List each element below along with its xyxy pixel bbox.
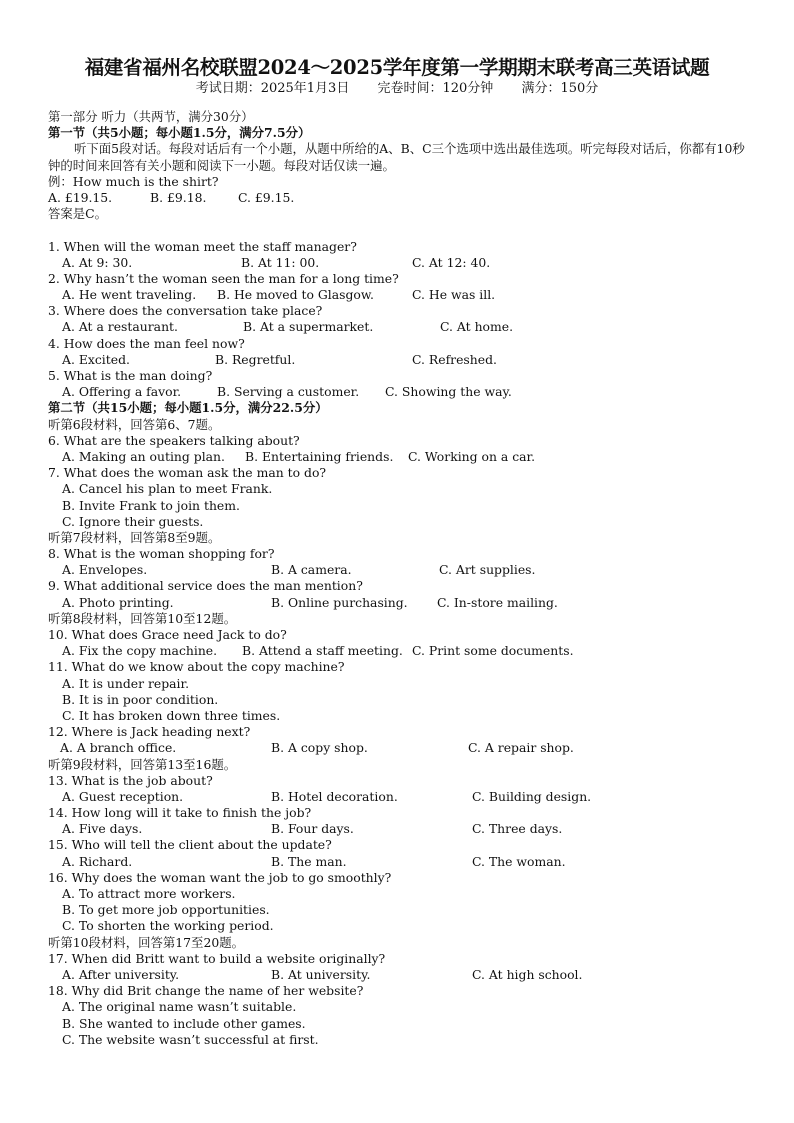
q10-option-c: C. Print some documents. [412,643,574,659]
q3-option-b: B. At a supermarket. [243,319,374,335]
example-option-b: B. £9.18. [150,189,207,205]
q17-option-c: C. At high school. [472,966,583,982]
q8-option-c: C. Art supplies. [439,562,536,578]
q16-option-b: B. To get more job opportunities. [62,902,270,918]
exam-duration: 完卷时间：120分钟 [377,81,494,96]
exam-score: 满分：150分 [521,81,599,96]
question-15: 15. Who will tell the client about the update? [48,837,332,853]
part1-heading: 第一部分 听力（共两节，满分30分） [48,109,254,124]
q8-option-b: B. A camera. [271,562,352,578]
q13-option-c: C. Building design. [472,788,592,804]
q15-option-a: A. Richard. [62,853,133,869]
q12-option-c: C. A repair shop. [468,740,574,756]
q2-option-c: C. He was ill. [412,287,496,303]
question-7: 7. What does the woman ask the man to do? [48,465,327,481]
q14-option-c: C. Three days. [472,821,563,837]
example-option-c: C. £9.15. [238,189,295,205]
q18-option-c: C. The website wasn’t successful at first. [62,1031,319,1047]
q6-option-c: C. Working on a car. [408,448,536,464]
q9-option-b: B. Online purchasing. [271,594,408,610]
exam-date: 考试日期：2025年1月3日 [195,81,350,96]
question-14-options [48,821,748,837]
question-16: 16. Why does the woman want the job to go smoothly? [48,869,392,885]
question-4-options [48,352,748,368]
q12-option-b: B. A copy shop. [271,740,368,756]
q14-option-b: B. Four days. [271,821,354,837]
q8-option-a: A. Envelopes. [62,562,148,578]
question-11: 11. What do we know about the copy machine? [48,659,345,675]
q10-option-a: A. Fix the copy machine. [62,643,218,659]
q2-option-b: B. He moved to Glasgow. [217,287,374,303]
question-5-options [48,384,748,400]
question-4: 4. How does the man feel now? [48,335,245,351]
exam-content [48,109,748,1048]
q16-option-a: A. To attract more workers. [62,886,236,902]
question-3: 3. Where does the conversation take place? [48,303,323,319]
question-5: 5. What is the man doing? [48,368,213,384]
example-answer: 答案是C。 [48,206,108,222]
example-option-a: A. £19.15. [48,189,113,205]
question-17: 17. When did Britt want to build a website originally? [48,950,386,966]
question-1: 1. When will the woman meet the staff manager? [48,238,357,254]
question-1-options [48,255,748,271]
q4-option-a: A. Excited. [62,351,130,367]
question-17-options [48,967,748,983]
question-18: 18. Why did Brit change the name of her website? [48,983,364,999]
q6-option-b: B. Entertaining friends. [245,448,394,464]
material-9-header: 听第9段材料，回答第13至16题。 [48,756,237,772]
question-14: 14. How long will it take to finish the job? [48,805,312,821]
question-9: 9. What additional service does the man mention? [48,578,363,594]
example-options [48,190,748,206]
page-title: 福建省福州名校联盟2024～2025学年度第一学期期末联考高三英语试题 [84,56,710,79]
question-3-options [48,319,748,335]
spacer [48,222,748,238]
q18-option-a: A. The original name wasn’t suitable. [62,999,297,1015]
q1-option-a: A. At 9: 30. [62,254,133,270]
material-8-header: 听第8段材料，回答第10至12题。 [48,610,237,626]
q5-option-a: A. Offering a favor. [62,384,182,400]
q16-option-c: C. To shorten the working period. [62,918,274,934]
q13-option-b: B. Hotel decoration. [271,788,398,804]
q17-option-a: A. After university. [62,966,180,982]
q11-option-a: A. It is under repair. [62,675,190,691]
question-13: 13. What is the job about? [48,772,213,788]
q18-option-b: B. She wanted to include other games. [62,1015,306,1031]
q11-option-c: C. It has broken down three times. [62,707,281,723]
question-2-options [48,287,748,303]
q12-option-a: A. A branch office. [60,740,177,756]
q13-option-a: A. Guest reception. [62,788,184,804]
section2-heading: 第二节（共15小题；每小题1.5分，满分22.5分） [48,400,328,416]
question-10-options [48,643,748,659]
question-12: 12. Where is Jack heading next? [48,724,251,740]
question-9-options [48,595,748,611]
question-13-options [48,789,748,805]
q15-option-b: B. The man. [271,853,347,869]
q7-option-b: B. Invite Frank to join them. [62,497,240,513]
q5-option-c: C. Showing the way. [385,384,512,400]
q9-option-c: C. In-store mailing. [437,594,558,610]
q1-option-b: B. At 11: 00. [241,254,320,270]
q15-option-c: C. The woman. [472,853,566,869]
question-8-options [48,562,748,578]
q4-option-c: C. Refreshed. [412,351,497,367]
material-10-header: 听第10段材料，回答第17至20题。 [48,934,244,950]
exam-info [0,77,794,96]
q7-option-c: C. Ignore their guests. [62,513,204,529]
q9-option-a: A. Photo printing. [62,594,174,610]
q7-option-a: A. Cancel his plan to meet Frank. [62,481,273,497]
q4-option-b: B. Regretful. [215,351,296,367]
q2-option-a: A. He went traveling. [62,287,197,303]
q6-option-a: A. Making an outing plan. [62,448,225,464]
section1-instructions: 听下面5段对话。每段对话后有一个小题，从题中所给的A、B、C三个选项中选出最佳选项。听完每段对话后，你都有10秒钟的时间来回答有关小题和阅读下一小题。每段对话仅读一遍。 [48,141,745,173]
q5-option-b: B. Serving a customer. [217,384,360,400]
q11-option-b: B. It is in poor condition. [62,691,219,707]
question-2: 2. Why hasn’t the woman seen the man for a long time? [48,270,399,286]
question-15-options [48,854,748,870]
q17-option-b: B. At university. [271,966,371,982]
example-question: 例：How much is the shirt? [48,173,219,189]
section1-heading: 第一节（共5小题；每小题1.5分，满分7.5分） [48,125,311,141]
q10-option-b: B. Attend a staff meeting. [242,643,403,659]
question-8: 8. What is the woman shopping for? [48,546,275,562]
question-6-options [48,449,748,465]
material-7-header: 听第7段材料，回答第8至9题。 [48,529,221,545]
q14-option-a: A. Five days. [62,821,143,837]
question-12-options [48,740,748,756]
question-6: 6. What are the speakers talking about? [48,432,300,448]
q3-option-c: C. At home. [440,319,514,335]
q1-option-c: C. At 12: 40. [412,254,491,270]
material-6-header: 听第6段材料，回答第6、7题。 [48,416,221,432]
q3-option-a: A. At a restaurant. [62,319,178,335]
question-10: 10. What does Grace need Jack to do? [48,627,287,643]
